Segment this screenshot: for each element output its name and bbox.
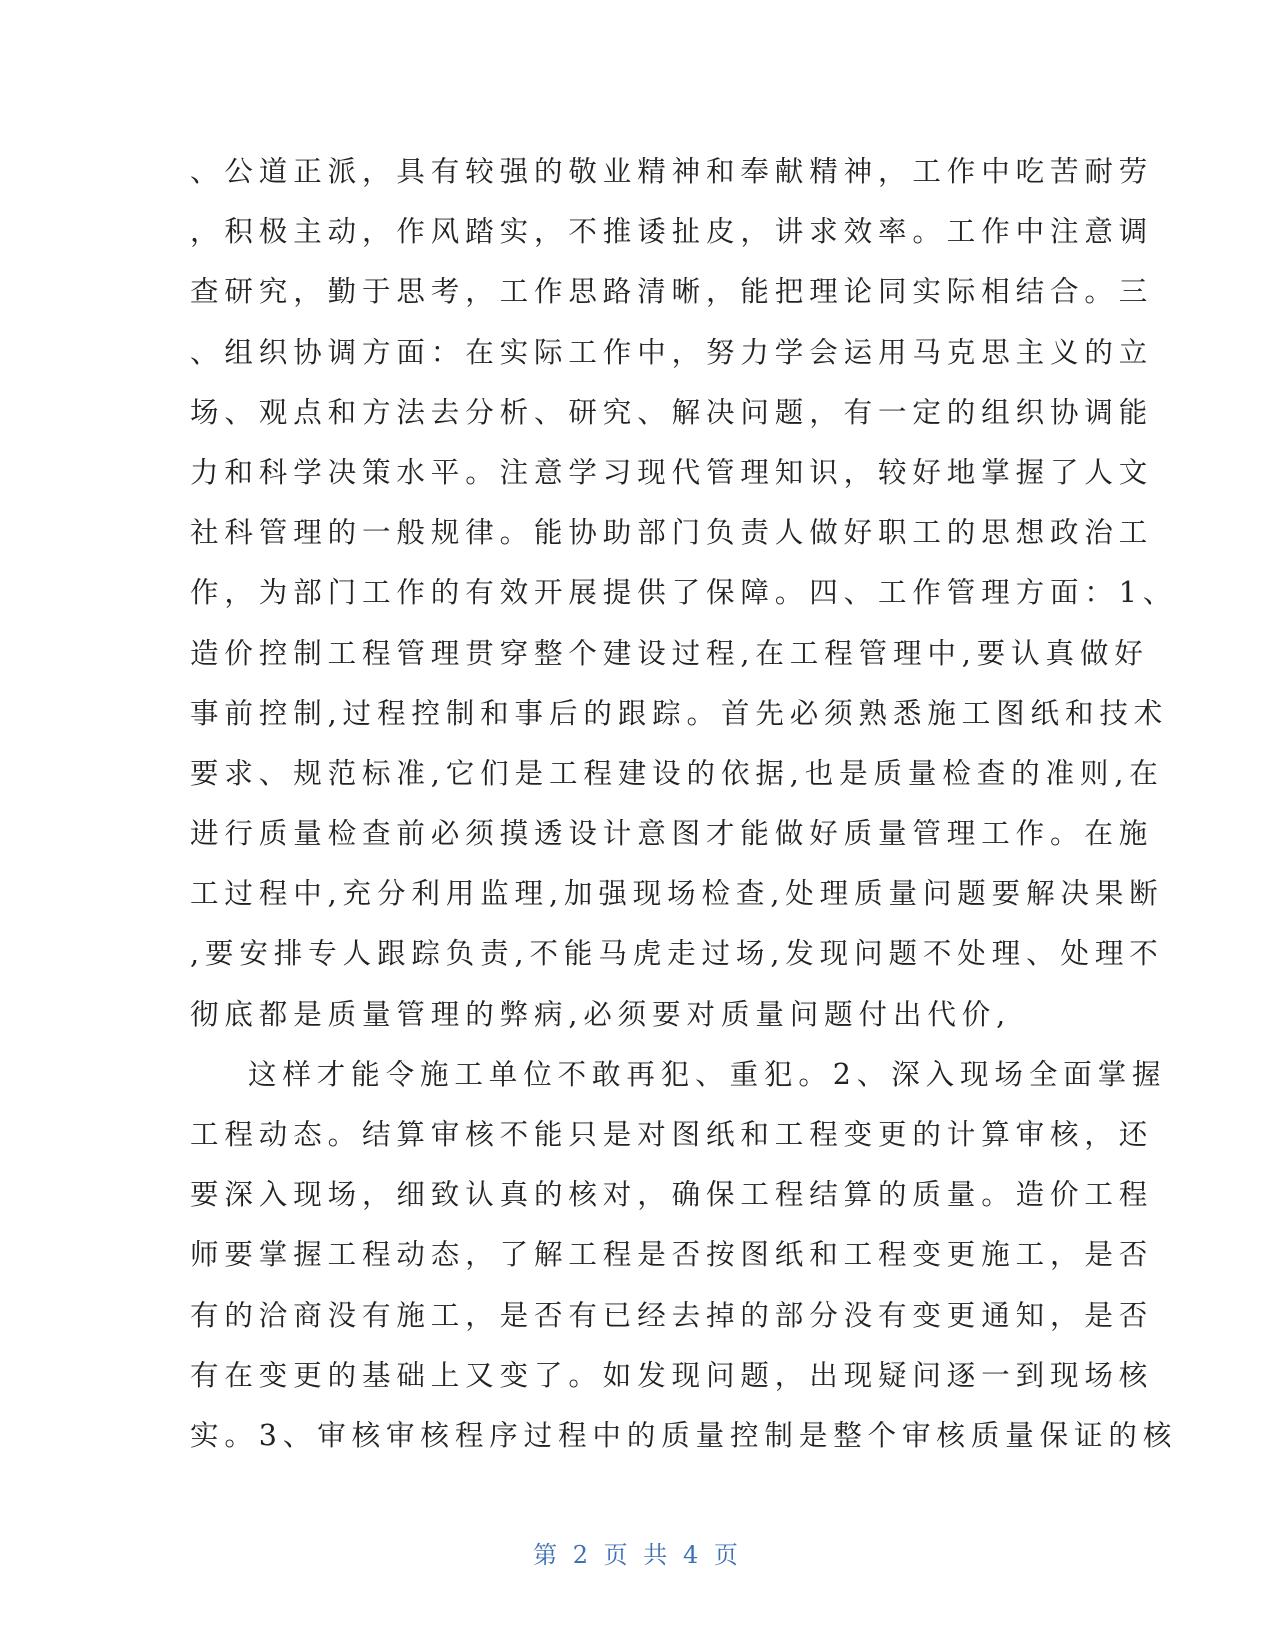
text-line: 事前控制,过程控制和事后的跟踪。首先必须熟悉施工图纸和技术 [190,696,1169,730]
text-line: ,要安排专人跟踪负责,不能马虎走过场,发现问题不处理、处理不 [190,937,1164,971]
text-line: 要深入现场，细致认真的核对，确保工程结算的质量。造价工程 [190,1178,1154,1212]
text-line: 工过程中,充分利用监理,加强现场检查,处理质量问题要解决果断 [190,877,1164,911]
text-line: 有的洽商没有施工，是否有已经去掉的部分没有变更通知，是否 [190,1298,1154,1332]
text-line: 师要掌握工程动态，了解工程是否按图纸和工程变更施工，是否 [190,1238,1154,1272]
text-line: 场、观点和方法去分析、研究、解决问题，有一定的组织协调能 [190,395,1154,429]
text-line: 社科管理的一般规律。能协助部门负责人做好职工的思想政治工 [190,516,1154,550]
text-line: 作，为部门工作的有效开展提供了保障。四、工作管理方面：1、 [190,576,1178,610]
paragraph-start-line: 这样才能令施工单位不敢再犯、重犯。2、深入现场全面掌握 [248,1057,1167,1091]
text-line: 彻底都是质量管理的弊病,必须要对质量问题付出代价, [190,997,1012,1031]
body-text [190,142,1178,1466]
text-line: ，积极主动，作风踏实，不推诿扯皮，讲求效率。工作中注意调 [190,215,1154,249]
text-line: 造价控制工程管理贯穿整个建设过程,在工程管理中,要认真做好 [190,636,1149,670]
text-line: 实。3、审核审核程序过程中的质量控制是整个审核质量保证的核 [190,1418,1178,1452]
text-line: 、公道正派，具有较强的敬业精神和奉献精神，工作中吃苦耐劳 [190,155,1154,188]
text-line: 进行质量检查前必须摸透设计意图才能做好质量管理工作。在施 [190,817,1154,851]
text-line: 、组织协调方面：在实际工作中，努力学会运用马克思主义的立 [190,335,1154,369]
text-line: 有在变更的基础上又变了。如发现问题，出现疑问逐一到现场核 [190,1358,1154,1392]
text-line: 工程动态。结算审核不能只是对图纸和工程变更的计算审核，还 [190,1118,1154,1151]
text-line: 查研究，勤于思考，工作思路清晰，能把理论同实际相结合。三 [190,275,1154,309]
text-line: 要求、规范标准,它们是工程建设的依据,也是质量检查的准则,在 [190,756,1164,790]
text-line: 力和科学决策水平。注意学习现代管理知识，较好地掌握了人文 [190,455,1154,489]
page-number-footer: 第 2 页 共 4 页 [533,1541,742,1569]
